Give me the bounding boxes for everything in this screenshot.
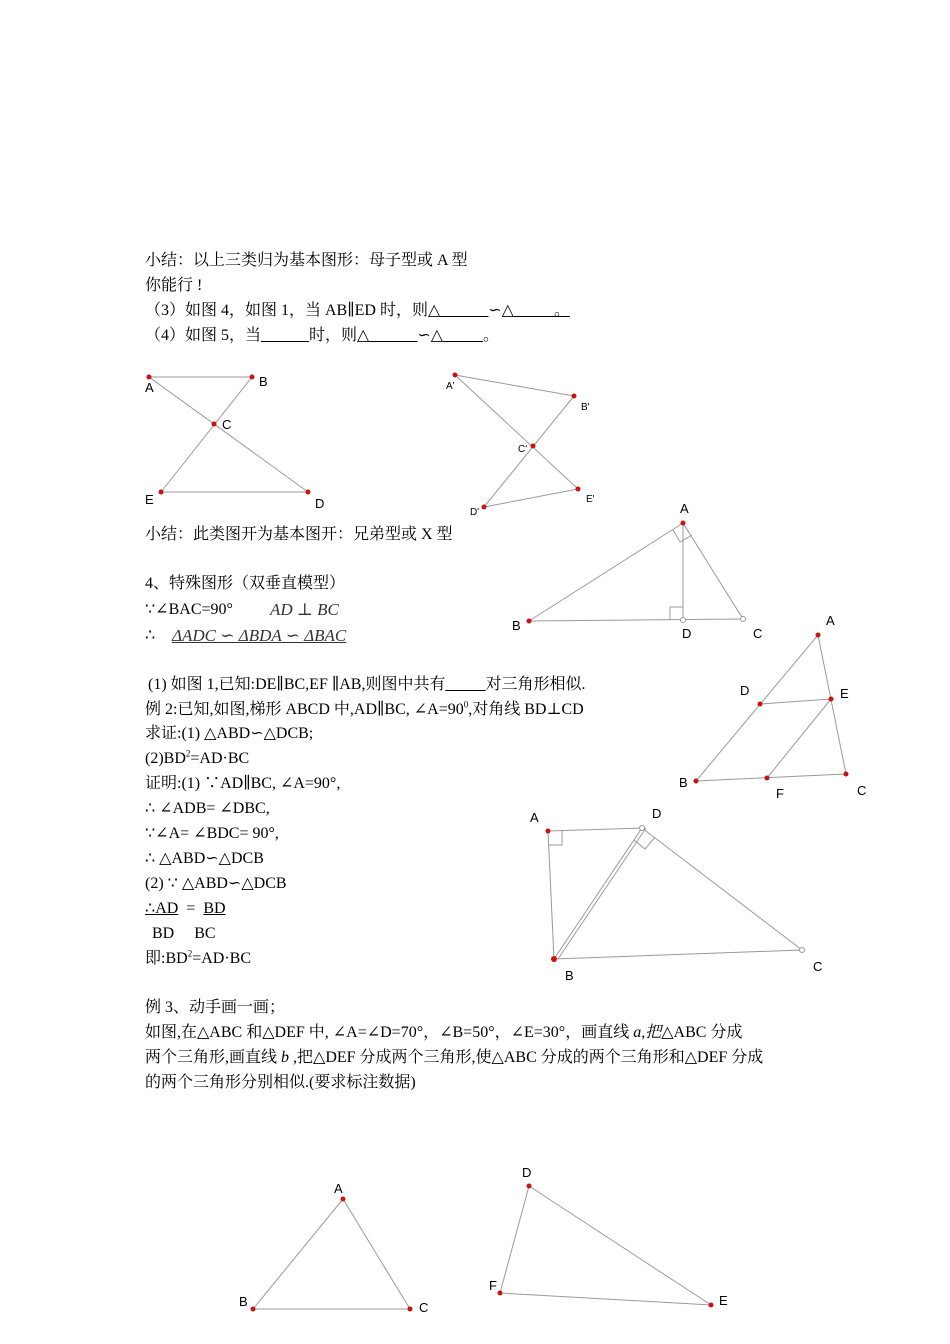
example-2-line-8: (2) ∵ △ABD∽△DCB (145, 875, 287, 892)
figure-x-type-2 (455, 375, 578, 507)
example-3-line-2a: 两个三角形,画直线 (145, 1049, 282, 1066)
example-3-line-2b: ,把△DEF 分成两个三角形,使△ABC 分成的两个三角形和△DEF 分成 (289, 1049, 764, 1066)
label-tz-b: B (565, 968, 574, 983)
label-pt-f: F (776, 786, 784, 801)
q4-prefix: （4）如图 5，当 (145, 327, 262, 344)
label-rt-d: D (682, 626, 692, 641)
figure-triangle-abc (253, 1199, 410, 1309)
q3-mid: ∽△ (488, 302, 514, 319)
point-rt-a (681, 521, 686, 526)
point-pt-b (694, 779, 699, 784)
point-b-prime (572, 394, 577, 399)
label-pt-c: C (857, 783, 867, 798)
label-def-d: D (522, 1165, 532, 1180)
label-x2-b: B' (581, 402, 590, 413)
example-2-line-1a: 例 2:已知,如图,梯形 ABCD 中,AD∥BC, ∠A=90 (145, 701, 464, 718)
section-4-result: ΔADC ∽ ΔBDA ∽ ΔBAC (172, 626, 347, 645)
label-pt-b: B (679, 775, 688, 790)
point-tz-b (551, 956, 557, 962)
fraction-den-bd: BD (152, 925, 175, 942)
label-tz-a: A (530, 810, 539, 825)
example-2-line-3a: (2)BD (145, 750, 186, 767)
fraction-therefore: ∴ (145, 900, 156, 917)
point-abc-a (341, 1197, 346, 1202)
label-x1-d: D (315, 496, 325, 511)
point-d-prime (482, 505, 487, 510)
figure-trapezoid (548, 828, 802, 959)
fraction-equals: = (186, 900, 196, 917)
fraction-num-ad: AD (155, 900, 179, 917)
conclusion-a: 即:BD (145, 950, 188, 967)
label-x2-e: E' (586, 494, 595, 505)
point-abc-b (251, 1307, 256, 1312)
line-variable-b: b (281, 1049, 290, 1066)
fraction-den-bc: BC (194, 925, 216, 942)
problem-1-text: (1) 如图 1,已知:DE∥BC,EF ∥AB,则图中共有 (148, 676, 446, 693)
label-rt-b: B (512, 618, 521, 633)
label-pt-d: D (740, 683, 750, 698)
section-4-title: 4、特殊图形（双垂直模型） (145, 575, 346, 592)
square-superscript: 2 (185, 748, 191, 759)
point-c (212, 422, 217, 427)
example-2-line-2: 求证:(1) △ABD∽△DCB; (145, 725, 314, 742)
line-variable-a: a (633, 1024, 642, 1041)
point-rt-b (527, 619, 532, 624)
point-rt-d (681, 618, 686, 623)
example-2-line-5: ∴ ∠ADB= ∠DBC, (145, 800, 270, 817)
point-def-f (498, 1291, 503, 1296)
point-a-prime (453, 373, 458, 378)
label-abc-b: B (239, 1294, 248, 1309)
q3-blank-2[interactable]: _____ (513, 302, 554, 319)
label-pt-e: E (840, 686, 849, 701)
degree-superscript: 0 (463, 699, 469, 710)
q4-blank-1[interactable]: ______ (261, 327, 310, 344)
label-x1-c: C (222, 417, 232, 432)
label-rt-a: A (680, 501, 689, 516)
you-can-heading: 你能行 ! (145, 277, 203, 294)
label-x2-d: D' (470, 507, 480, 518)
problem-1-end: 对三角形相似. (485, 676, 586, 693)
label-abc-a: A (334, 1181, 343, 1196)
label-x2-a: A' (446, 381, 455, 392)
point-def-d (527, 1184, 532, 1189)
label-tz-c: C (813, 959, 823, 974)
q4-end: 。 (483, 327, 500, 344)
summary-mother-child: 小结：以上三类归为基本图形：母子型或 A 型 (145, 252, 468, 269)
point-pt-a (816, 633, 821, 638)
q3-blank-1[interactable]: ______ (440, 302, 489, 319)
point-pt-d (758, 702, 763, 707)
label-abc-c: C (419, 1300, 429, 1315)
problem-1-blank[interactable]: _____ (445, 676, 486, 693)
q3-end: 。 (553, 302, 570, 319)
point-pt-c (844, 772, 849, 777)
example-2-line-3b: =AD·BC (190, 750, 250, 767)
label-def-f: F (489, 1278, 497, 1293)
summary-brother-x: 小结：此类图开为基本图开：兄弟型或 X 型 (145, 526, 453, 543)
conclusion-b: =AD·BC (192, 950, 251, 967)
label-x1-b: B (259, 374, 268, 389)
label-x1-e: E (145, 492, 154, 507)
point-tz-a (546, 829, 551, 834)
example-3-line-1a: 如图,在△ABC 和△DEF 中, ∠A=∠D=70°，∠B=50°，∠E=30°，画直线 (145, 1024, 634, 1041)
figure-right-triangle (529, 523, 743, 621)
figure-x-type-1 (149, 377, 308, 492)
label-pt-a: A (826, 613, 835, 628)
point-e (159, 490, 164, 495)
q4-blank-3[interactable]: _____ (443, 327, 484, 344)
point-pt-e (829, 697, 834, 702)
q4-mid-1: 时，则△ (309, 327, 370, 344)
example-3-title: 例 3、动手画一画； (145, 999, 286, 1016)
example-2-line-4: 证明:(1) ∵AD∥BC, ∠A=90°, (145, 775, 341, 792)
point-def-e (709, 1303, 714, 1308)
label-rt-c: C (753, 626, 763, 641)
point-pt-f (765, 776, 770, 781)
example-3-line-1b: ,把 (641, 1024, 662, 1041)
point-c-prime (531, 444, 536, 449)
figure-parallel-triangle (696, 635, 846, 781)
example-2-line-6: ∵∠A= ∠BDC= 90°, (145, 825, 279, 842)
label-x2-c: C' (518, 444, 528, 455)
point-abc-c (408, 1307, 413, 1312)
q3-prefix: （3）如图 4，如图 1，当 AB∥ED 时，则△ (145, 302, 441, 319)
q4-blank-2[interactable]: ______ (369, 327, 418, 344)
q4-mid-2: ∽△ (417, 327, 444, 344)
figure-triangle-def (500, 1186, 711, 1305)
section-4-condition: AD ⊥ BC (270, 600, 339, 619)
point-d (306, 490, 311, 495)
example-3-line-1c: △ABC 分成 (661, 1024, 743, 1041)
example-2-line-7: ∴ △ABD∽△DCB (145, 850, 264, 867)
point-tz-d (640, 826, 645, 831)
point-tz-c (800, 948, 805, 953)
section-4-therefore: ∴ (145, 627, 156, 644)
point-rt-c (741, 617, 746, 622)
conclusion-superscript: 2 (187, 948, 193, 959)
example-3-line-3: 的两个三角形分别相似.(要求标注数据) (145, 1074, 416, 1091)
point-a (147, 375, 152, 380)
fraction-num-bd: BD (203, 900, 226, 917)
section-4-because: ∵∠BAC=90° (145, 601, 233, 618)
label-def-e: E (719, 1293, 728, 1308)
label-tz-d: D (652, 806, 662, 821)
point-e-prime (576, 487, 581, 492)
example-2-line-1b: ,对角线 BD⊥CD (468, 701, 584, 718)
point-b (250, 375, 255, 380)
label-x1-a: A (145, 380, 154, 395)
